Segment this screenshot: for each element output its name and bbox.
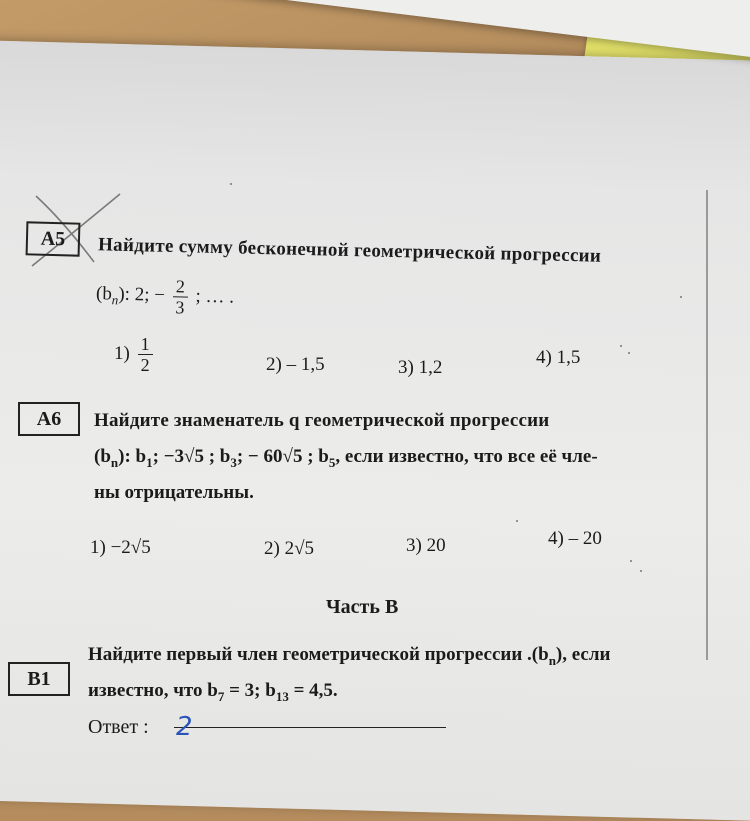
a6-question-line1: Найдите знаменатель q геометрической прогрессии: [94, 410, 550, 431]
a6-question-line3: ны отрицательны.: [94, 482, 254, 503]
a5-question-line1: Найдите сумму бесконечной геометрической прогрессии: [97, 234, 602, 267]
a6-option-1: 1) −2√5: [90, 537, 151, 558]
a5-option-1: 1) $\frac{1}{2}$: [114, 334, 156, 375]
task-label-b1: B1: [8, 662, 70, 696]
paper-speckle: [640, 570, 642, 572]
paper-speckle: [516, 520, 518, 522]
paper-speckle: [630, 560, 632, 562]
b1-question-line2: известно, что $b_7 = 3$; $b_{13} = 4,5$.: [88, 680, 338, 704]
a5-option-3: 3) 1,2: [398, 357, 443, 378]
a5-option-4: 4) 1,5: [536, 347, 581, 368]
b1-answer-label: Ответ :: [88, 716, 149, 738]
answer-underline: [174, 727, 446, 728]
a6-option-3: 3) 20: [406, 535, 446, 556]
a5-sequence: $(b_n)$: 2; − $\frac{2}{3}$ ; … .: [95, 276, 235, 318]
margin-line: [706, 190, 708, 660]
paper-speckle: [230, 183, 232, 185]
paper-speckle: [680, 296, 682, 298]
a6-option-4: 4) – 20: [548, 528, 602, 549]
handwritten-answer[interactable]: 2: [176, 712, 193, 742]
part-b-heading: Часть В: [326, 596, 399, 618]
a6-option-2: 2) 2√5: [264, 538, 315, 559]
paper-speckle: [620, 345, 622, 347]
paper-speckle: [628, 352, 630, 354]
a5-option-1-fraction: $\frac{1}{2}$: [138, 334, 153, 375]
b1-question-line1: Найдите первый член геометрической прогрессии $.(b_n)$, если: [88, 644, 611, 668]
a6-question-line2: $(b_n)$: $b_1$; −3√5 ; $b_3$; − 60√5 ; $b_5$, если известно, что все её чле-: [94, 446, 598, 470]
task-label-a5: A5: [26, 221, 81, 256]
task-label-a6: A6: [18, 402, 80, 436]
a5-fraction: $\frac{2}{3}$: [172, 276, 188, 317]
a5-option-2: 2) – 1,5: [266, 354, 325, 375]
